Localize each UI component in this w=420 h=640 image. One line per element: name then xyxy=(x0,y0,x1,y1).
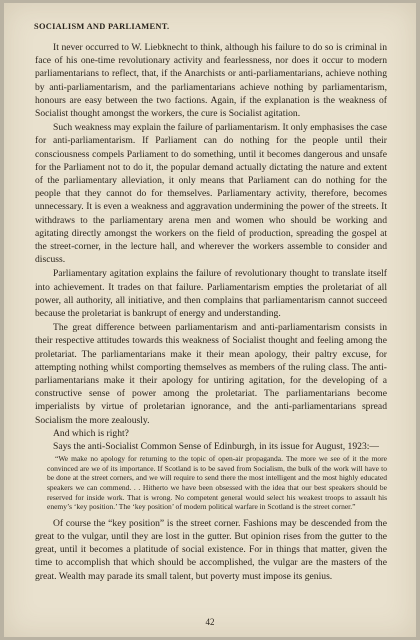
page-number: 42 xyxy=(205,617,215,627)
paragraph: Parliamentary agitation explains the failure of revolutionary thought to translate itself into achievement. It trades on that failure. Parliamentarism empties the proletariat of all power, all authority, all initiative, and then complains that parliamentarism cannot succeed because the proletariat is bankrupt of energy and understanding. xyxy=(35,268,387,320)
paragraph: The great difference between parliamentarism and anti-parliamentarism consists in their respective attitudes towards this weakness of Socialist thought and feeling among the proletariat. The parliamentarians make it their mean apology, their paltry excuse, for attempting nothing whilst comporting themselves as members of the ruling class. The anti-parliamentarians make it their apology for untiring agitation, for the developing of a constructive sense of power among the proletariat. The parliamentarians become imperialists by virtue of proletarian ignorance, and the anti-parliamentarians spread Socialism the more zealously. xyxy=(35,322,387,426)
running-header: SOCIALISM AND PARLIAMENT. xyxy=(34,22,170,31)
paragraph: And which is right? xyxy=(53,427,129,439)
page-body xyxy=(35,41,387,583)
paragraph: Of course the “key position” is the street corner. Fashions may be descended from the great to the vulgar, until they are lost in the gutter. But opinion rises from the gutter to the great, until it becomes a platitude of social existence. For in things that matter, given the time to accomplish that which should be accomplished, the vulgar are the masters of the great. Wealth may parade its small talent, but poverty must impose its genius. xyxy=(35,517,387,582)
paragraph: Says the anti-Socialist Common Sense of Edinburgh, in its issue for August, 1923:— xyxy=(53,441,379,453)
book-page xyxy=(4,3,416,637)
paragraph: It never occurred to W. Liebknecht to think, although his failure to do so is criminal in face of his one-time revolutionary activity and fearlessness, nor does it occur to modern parliamentarians to reflect, that, if the Anarchists or anti-parliamentarians, achieve nothing by anti-parliamentarism, and the parliamentarians achieve nothing by parliamentarism, honours are easy between the two factions. Again, if the explanation is the weakness of Socialist thought amongst the workers, the cure is Socialist agitation. xyxy=(35,42,387,120)
paragraph: Such weakness may explain the failure of parliamentarism. It only emphasises the case for anti-parliamentarism. If Parliament can do nothing for the people until their consciousness compels Parliament to do something, until it becomes dangerous and unsafe for the Parliament not to do it, the popular demand actually dictating the nature and extent of the parliamentary alleviation, it only means that Parliament can do nothing for the people that they cannot do for themselves. Parliamentary activity, therefore, becomes unnecessary. It is even a weakness and aggravation undermining the power of the streets. It withdraws to the parliamentary arena men and women who should be working and agitating directly amongst the workers on the field of production, spreading the gospel at the street-corner, in the lecture hall, and wherever the workers assemble to consider and discuss. xyxy=(35,122,387,266)
block-quote: “We make no apology for returning to the topic of open-air propaganda. The more we see of it the more convinced are we of its importance. If Scotland is to be saved from Socialism, the bulk of the work will have to be done at the street corners, and we will require to send there the most intelligent and the most highly educated speakers we can commend. . . Hitherto we have been obsessed with the idea that our best speakers should be reserved for inside work. That is wrong. No competent general would select his weakest troops to assault his enemy’s ‘key position.’ The ‘key position’ of modern political warfare in Scotland is the street corner.” xyxy=(47,454,387,512)
